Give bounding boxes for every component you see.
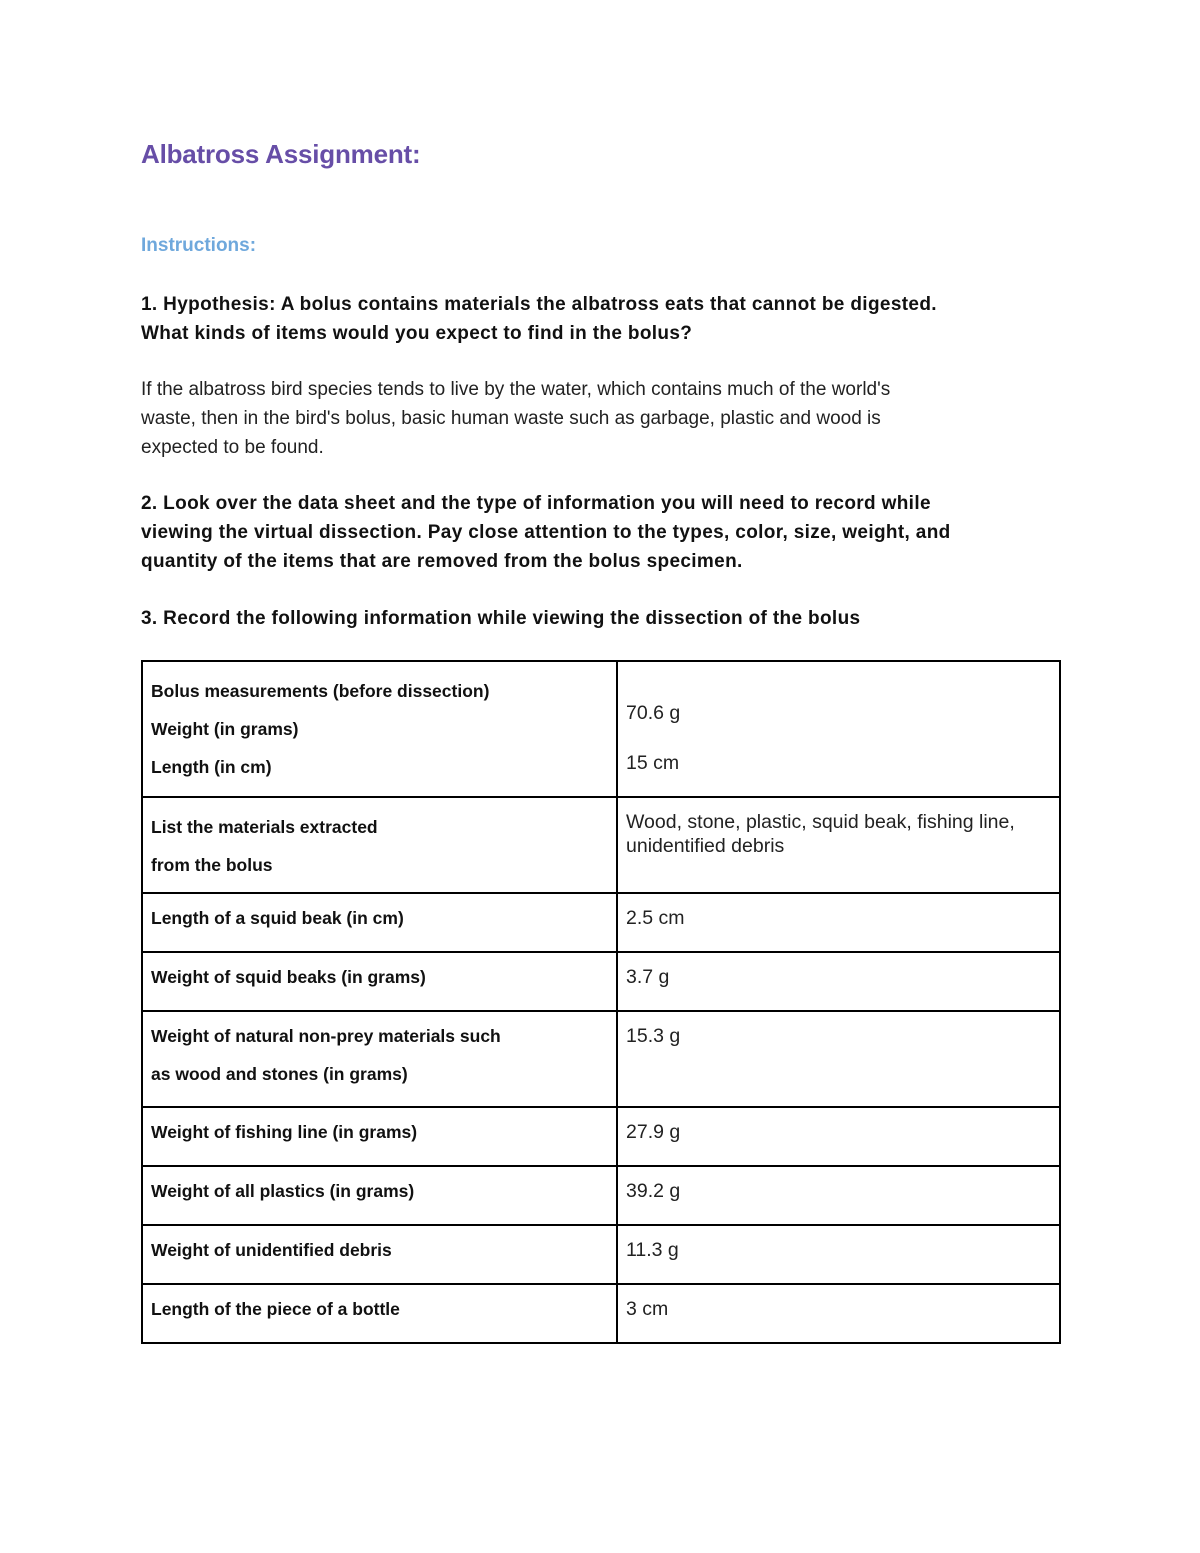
question-2: [141, 489, 1051, 576]
table-cell-value: [617, 1107, 1060, 1166]
label-line: Weight of natural non-prey materials such: [151, 1026, 501, 1046]
label-line: Bolus measurements (before dissection): [151, 681, 490, 701]
table-cell-label: [142, 661, 617, 797]
value-line: 27.9 g: [626, 1121, 681, 1143]
table-cell-value: [617, 661, 1060, 797]
table-cell-value: [617, 1011, 1060, 1107]
table-cell-label: [142, 952, 617, 1011]
value-line: 3.7 g: [626, 966, 670, 988]
label-line: Weight of all plastics (in grams): [151, 1181, 415, 1201]
label-line: Length of the piece of a bottle: [151, 1299, 400, 1319]
table-cell-value: [617, 1225, 1060, 1284]
label-line: Weight of squid beaks (in grams): [151, 967, 426, 987]
table-row-squid-beak-weight: [142, 952, 1060, 1011]
question-2-line-3: quantity of the items that are removed from the bolus specimen.: [141, 551, 743, 572]
value-line: unidentified debris: [626, 835, 785, 857]
instructions-heading: Instructions:: [141, 235, 257, 256]
table-row-natural-materials: [142, 1011, 1060, 1107]
table-cell-label: [142, 1011, 617, 1107]
question-3: [141, 604, 1051, 633]
table-cell-value: [617, 797, 1060, 893]
label-line: Length of a squid beak (in cm): [151, 908, 404, 928]
value-line: 15.3 g: [626, 1025, 681, 1047]
question-1-line-2: What kinds of items would you expect to find in the bolus?: [141, 323, 693, 344]
table-cell-label: [142, 1284, 617, 1343]
label-line: Length (in cm): [151, 757, 272, 777]
table-cell-label: [142, 1107, 617, 1166]
hypothesis-answer: [141, 375, 1021, 462]
label-line: Weight of fishing line (in grams): [151, 1122, 418, 1142]
table-cell-label: [142, 1166, 617, 1225]
question-1-line-1: 1. Hypothesis: A bolus contains materials the albatross eats that cannot be digested.: [141, 294, 937, 315]
question-1: [141, 290, 1041, 348]
page-title: Albatross Assignment:: [141, 139, 421, 169]
answer-line-3: expected to be found.: [141, 437, 324, 458]
table-row-unidentified-debris: [142, 1225, 1060, 1284]
table-row-bolus-measurements: [142, 661, 1060, 797]
question-2-line-2: viewing the virtual dissection. Pay close attention to the types, color, size, weight, and: [141, 522, 951, 543]
table-cell-label: [142, 797, 617, 893]
value-line: 15 cm: [626, 752, 680, 774]
label-line: from the bolus: [151, 855, 273, 875]
table-cell-label: [142, 893, 617, 952]
table-row-materials: [142, 797, 1060, 893]
table-row-plastics: [142, 1166, 1060, 1225]
value-line: 39.2 g: [626, 1180, 681, 1202]
table-cell-value: [617, 952, 1060, 1011]
answer-line-1: If the albatross bird species tends to live by the water, which contains much of the world's: [141, 379, 891, 400]
label-line: Weight of unidentified debris: [151, 1240, 392, 1260]
table-cell-label: [142, 1225, 617, 1284]
data-table: [141, 660, 1061, 1344]
table-row-squid-beak-length: [142, 893, 1060, 952]
table-cell-value: [617, 1166, 1060, 1225]
value-line: 11.3 g: [626, 1239, 679, 1261]
label-line: List the materials extracted: [151, 817, 378, 837]
label-line: as wood and stones (in grams): [151, 1064, 408, 1084]
question-2-line-1: 2. Look over the data sheet and the type of information you will need to record while: [141, 493, 931, 514]
table-cell-value: [617, 893, 1060, 952]
value-line: 3 cm: [626, 1298, 669, 1320]
table-cell-value: [617, 1284, 1060, 1343]
value-line: 70.6 g: [626, 702, 681, 724]
table-row-bottle-piece: [142, 1284, 1060, 1343]
question-3-line-1: 3. Record the following information while viewing the dissection of the bolus: [141, 608, 861, 629]
label-line: Weight (in grams): [151, 719, 299, 739]
answer-line-2: waste, then in the bird's bolus, basic human waste such as garbage, plastic and wood is: [141, 408, 881, 429]
value-line: 2.5 cm: [626, 907, 685, 929]
value-line: Wood, stone, plastic, squid beak, fishing line,: [626, 811, 1015, 833]
table-row-fishing-line: [142, 1107, 1060, 1166]
